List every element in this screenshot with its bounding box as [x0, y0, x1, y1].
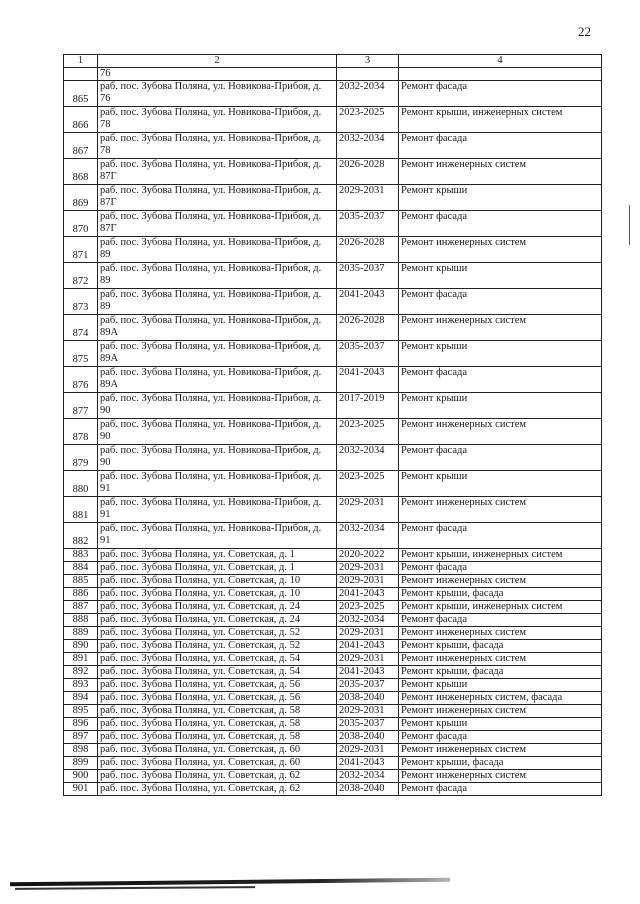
row-number: 872: [64, 263, 98, 289]
table-row: [64, 133, 602, 159]
row-number: 869: [64, 185, 98, 211]
table-row: [64, 640, 602, 653]
period-cell: 2035-2037: [337, 263, 399, 289]
row-number: 900: [64, 770, 98, 783]
address-cell: раб. пос. Зубова Поляна, ул. Советская, д. 10: [98, 588, 337, 601]
scan-artifact-line: [15, 886, 255, 890]
table-row: [64, 705, 602, 718]
period-cell: 2032-2034: [337, 81, 399, 107]
address-cell: раб. пос. Зубова Поляна, ул. Новикова-Прибоя, д. 90: [98, 419, 337, 445]
period-cell: 2029-2031: [337, 627, 399, 640]
row-number: 896: [64, 718, 98, 731]
table-row: [64, 601, 602, 614]
address-cell: раб. пос. Зубова Поляна, ул. Советская, д. 52: [98, 627, 337, 640]
period-cell: 2029-2031: [337, 575, 399, 588]
table-row: [64, 419, 602, 445]
table-row: [64, 523, 602, 549]
period-cell: 2020-2022: [337, 549, 399, 562]
period-cell: 2032-2034: [337, 133, 399, 159]
work-cell: Ремонт крыши: [399, 263, 602, 289]
row-number: 892: [64, 666, 98, 679]
address-cell: раб. пос. Зубова Поляна, ул. Новикова-Прибоя, д. 91: [98, 497, 337, 523]
period-cell: 2032-2034: [337, 770, 399, 783]
table-row: [64, 575, 602, 588]
work-cell: Ремонт инженерных систем: [399, 575, 602, 588]
table-row: [64, 81, 602, 107]
period-cell: 2032-2034: [337, 614, 399, 627]
address-cell: раб. пос. Зубова Поляна, ул. Советская, д. 56: [98, 679, 337, 692]
table-row: [64, 159, 602, 185]
table-row: [64, 315, 602, 341]
address-cell: раб. пос. Зубова Поляна, ул. Новикова-Прибоя, д. 91: [98, 471, 337, 497]
row-number: 887: [64, 601, 98, 614]
table-row: [64, 341, 602, 367]
period-cell: 2017-2019: [337, 393, 399, 419]
address-cell: раб. пос. Зубова Поляна, ул. Новикова-Прибоя, д. 90: [98, 445, 337, 471]
table-row: [64, 627, 602, 640]
row-number: 885: [64, 575, 98, 588]
address-cell: раб. пос. Зубова Поляна, ул. Новикова-Прибоя, д. 87Г: [98, 211, 337, 237]
work-cell: Ремонт инженерных систем: [399, 497, 602, 523]
row-number: 893: [64, 679, 98, 692]
page-number: 22: [578, 24, 591, 39]
address-cell: раб. пос. Зубова Поляна, ул. Советская, д. 62: [98, 783, 337, 796]
address-cell: раб. пос. Зубова Поляна, ул. Советская, д. 24: [98, 614, 337, 627]
work-cell: Ремонт инженерных систем: [399, 744, 602, 757]
row-number: 866: [64, 107, 98, 133]
row-number: 879: [64, 445, 98, 471]
table-row: [64, 718, 602, 731]
period-cell: 2038-2040: [337, 783, 399, 796]
period-cell: [337, 68, 399, 81]
period-cell: 2023-2025: [337, 471, 399, 497]
work-cell: Ремонт инженерных систем: [399, 627, 602, 640]
row-number: 876: [64, 367, 98, 393]
work-cell: Ремонт крыши, фасада: [399, 757, 602, 770]
table-row: [64, 289, 602, 315]
period-cell: 2026-2028: [337, 159, 399, 185]
row-number: 891: [64, 653, 98, 666]
period-cell: 2029-2031: [337, 744, 399, 757]
work-cell: Ремонт крыши, фасада: [399, 588, 602, 601]
period-cell: 2023-2025: [337, 107, 399, 133]
work-cell: Ремонт крыши, фасада: [399, 666, 602, 679]
work-cell: Ремонт фасада: [399, 562, 602, 575]
address-cell: раб. пос. Зубова Поляна, ул. Новикова-Прибоя, д. 89: [98, 263, 337, 289]
work-cell: Ремонт крыши: [399, 341, 602, 367]
address-cell: раб. пос. Зубова Поляна, ул. Новикова-Прибоя, д. 78: [98, 107, 337, 133]
work-cell: Ремонт крыши: [399, 718, 602, 731]
row-number: 889: [64, 627, 98, 640]
repair-schedule-table: [63, 54, 602, 796]
row-number: 865: [64, 81, 98, 107]
work-cell: Ремонт фасада: [399, 445, 602, 471]
table-row: [64, 692, 602, 705]
address-cell: раб. пос. Зубова Поляна, ул. Советская, д. 56: [98, 692, 337, 705]
table-row: [64, 185, 602, 211]
address-cell: раб. пос. Зубова Поляна, ул. Новикова-Прибоя, д. 90: [98, 393, 337, 419]
work-cell: Ремонт крыши: [399, 679, 602, 692]
address-cell: раб. пос. Зубова Поляна, ул. Советская, д. 58: [98, 718, 337, 731]
period-cell: 2035-2037: [337, 211, 399, 237]
work-cell: Ремонт фасада: [399, 367, 602, 393]
period-cell: 2026-2028: [337, 237, 399, 263]
scan-edge-mark: [629, 205, 630, 245]
row-number: 897: [64, 731, 98, 744]
period-cell: 2029-2031: [337, 653, 399, 666]
address-cell: раб. пос. Зубова Поляна, ул. Новикова-Прибоя, д. 89: [98, 237, 337, 263]
work-cell: Ремонт инженерных систем: [399, 315, 602, 341]
address-cell: раб. пос. Зубова Поляна, ул. Советская, д. 58: [98, 731, 337, 744]
address-cell: раб. пос. Зубова Поляна, ул. Советская, д. 1: [98, 562, 337, 575]
address-cell: раб. пос. Зубова Поляна, ул. Новикова-Прибоя, д. 89А: [98, 341, 337, 367]
work-cell: Ремонт инженерных систем: [399, 705, 602, 718]
table-row: [64, 679, 602, 692]
period-cell: 2026-2028: [337, 315, 399, 341]
row-number: 894: [64, 692, 98, 705]
work-cell: Ремонт фасада: [399, 211, 602, 237]
work-cell: Ремонт крыши, фасада: [399, 640, 602, 653]
address-cell: 76: [98, 68, 337, 81]
scan-artifact-line: [10, 878, 450, 887]
work-cell: Ремонт инженерных систем, фасада: [399, 692, 602, 705]
column-header-4: 4: [399, 55, 602, 68]
row-number: 877: [64, 393, 98, 419]
period-cell: 2035-2037: [337, 679, 399, 692]
address-cell: раб. пос. Зубова Поляна, ул. Новикова-Прибоя, д. 89А: [98, 315, 337, 341]
table-row: [64, 263, 602, 289]
period-cell: 2038-2040: [337, 692, 399, 705]
period-cell: 2029-2031: [337, 497, 399, 523]
row-number: 873: [64, 289, 98, 315]
address-cell: раб. пос. Зубова Поляна, ул. Новикова-Прибоя, д. 89А: [98, 367, 337, 393]
row-number: 880: [64, 471, 98, 497]
period-cell: 2041-2043: [337, 588, 399, 601]
table-row: [64, 237, 602, 263]
period-cell: 2035-2037: [337, 718, 399, 731]
address-cell: раб. пос. Зубова Поляна, ул. Новикова-Прибоя, д. 91: [98, 523, 337, 549]
work-cell: Ремонт инженерных систем: [399, 419, 602, 445]
table-row: [64, 211, 602, 237]
work-cell: Ремонт инженерных систем: [399, 159, 602, 185]
row-number: 899: [64, 757, 98, 770]
table-row: [64, 497, 602, 523]
table-row: [64, 614, 602, 627]
table-row: [64, 770, 602, 783]
continuation-row: [64, 68, 602, 81]
work-cell: Ремонт инженерных систем: [399, 237, 602, 263]
row-number: 883: [64, 549, 98, 562]
table-row: [64, 107, 602, 133]
table-row: [64, 588, 602, 601]
work-cell: Ремонт фасада: [399, 133, 602, 159]
work-cell: Ремонт крыши: [399, 185, 602, 211]
work-cell: [399, 68, 602, 81]
period-cell: 2023-2025: [337, 419, 399, 445]
row-number: 895: [64, 705, 98, 718]
period-cell: 2032-2034: [337, 445, 399, 471]
period-cell: 2035-2037: [337, 341, 399, 367]
work-cell: Ремонт крыши: [399, 471, 602, 497]
address-cell: раб. пос. Зубова Поляна, ул. Советская, д. 62: [98, 770, 337, 783]
column-header-2: 2: [98, 55, 337, 68]
period-cell: 2029-2031: [337, 562, 399, 575]
row-number: 874: [64, 315, 98, 341]
row-number: 888: [64, 614, 98, 627]
work-cell: Ремонт крыши, инженерных систем: [399, 107, 602, 133]
period-cell: 2023-2025: [337, 601, 399, 614]
row-number: 867: [64, 133, 98, 159]
period-cell: 2029-2031: [337, 705, 399, 718]
address-cell: раб. пос. Зубова Поляна, ул. Новикова-Прибоя, д. 89: [98, 289, 337, 315]
table-row: [64, 783, 602, 796]
address-cell: раб. пос. Зубова Поляна, ул. Советская, д. 1: [98, 549, 337, 562]
period-cell: 2041-2043: [337, 757, 399, 770]
period-cell: 2041-2043: [337, 666, 399, 679]
period-cell: 2041-2043: [337, 640, 399, 653]
address-cell: раб. пос. Зубова Поляна, ул. Советская, д. 58: [98, 705, 337, 718]
row-number: 868: [64, 159, 98, 185]
table-row: [64, 445, 602, 471]
address-cell: раб. пос. Зубова Поляна, ул. Советская, д. 10: [98, 575, 337, 588]
table-row: [64, 549, 602, 562]
work-cell: Ремонт инженерных систем: [399, 653, 602, 666]
period-cell: 2041-2043: [337, 367, 399, 393]
address-cell: раб. пос. Зубова Поляна, ул. Советская, д. 54: [98, 666, 337, 679]
row-number: 882: [64, 523, 98, 549]
table-header-row: [64, 55, 602, 68]
table-row: [64, 757, 602, 770]
table-row: [64, 393, 602, 419]
work-cell: Ремонт фасада: [399, 614, 602, 627]
table-row: [64, 731, 602, 744]
work-cell: Ремонт крыши, инженерных систем: [399, 549, 602, 562]
row-number: [64, 68, 98, 81]
work-cell: Ремонт фасада: [399, 523, 602, 549]
table-row: [64, 367, 602, 393]
row-number: 901: [64, 783, 98, 796]
address-cell: раб. пос. Зубова Поляна, ул. Советская, д. 60: [98, 757, 337, 770]
table-row: [64, 653, 602, 666]
column-header-3: 3: [337, 55, 399, 68]
table-row: [64, 744, 602, 757]
period-cell: 2032-2034: [337, 523, 399, 549]
row-number: 890: [64, 640, 98, 653]
work-cell: Ремонт фасада: [399, 783, 602, 796]
period-cell: 2038-2040: [337, 731, 399, 744]
address-cell: раб. пос. Зубова Поляна, ул. Новикова-Прибоя, д. 87Г: [98, 159, 337, 185]
column-header-1: 1: [64, 55, 98, 68]
row-number: 870: [64, 211, 98, 237]
row-number: 881: [64, 497, 98, 523]
row-number: 875: [64, 341, 98, 367]
address-cell: раб. пос. Зубова Поляна, ул. Новикова-Прибоя, д. 76: [98, 81, 337, 107]
address-cell: раб. пос. Зубова Поляна, ул. Советская, д. 60: [98, 744, 337, 757]
work-cell: Ремонт фасада: [399, 81, 602, 107]
table-row: [64, 562, 602, 575]
period-cell: 2029-2031: [337, 185, 399, 211]
address-cell: раб. пос. Зубова Поляна, ул. Советская, д. 24: [98, 601, 337, 614]
address-cell: раб. пос. Зубова Поляна, ул. Новикова-Прибоя, д. 78: [98, 133, 337, 159]
work-cell: Ремонт крыши, инженерных систем: [399, 601, 602, 614]
table-row: [64, 666, 602, 679]
row-number: 886: [64, 588, 98, 601]
work-cell: Ремонт фасада: [399, 731, 602, 744]
work-cell: Ремонт фасада: [399, 289, 602, 315]
address-cell: раб. пос. Зубова Поляна, ул. Советская, д. 52: [98, 640, 337, 653]
address-cell: раб. пос. Зубова Поляна, ул. Новикова-Прибоя, д. 87Г: [98, 185, 337, 211]
period-cell: 2041-2043: [337, 289, 399, 315]
row-number: 884: [64, 562, 98, 575]
table-row: [64, 471, 602, 497]
row-number: 871: [64, 237, 98, 263]
address-cell: раб. пос. Зубова Поляна, ул. Советская, д. 54: [98, 653, 337, 666]
work-cell: Ремонт крыши: [399, 393, 602, 419]
row-number: 878: [64, 419, 98, 445]
work-cell: Ремонт инженерных систем: [399, 770, 602, 783]
row-number: 898: [64, 744, 98, 757]
